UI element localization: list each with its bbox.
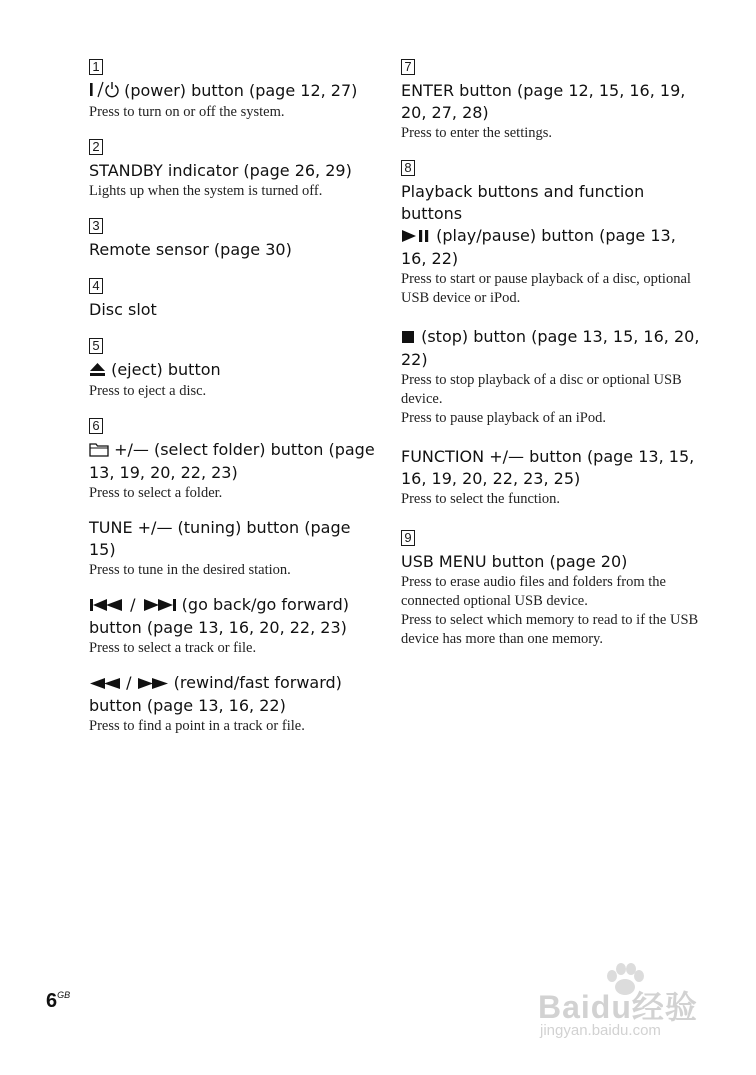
entry-description: Press to start or pause playback of a disc, optional USB device or iPod.: [401, 271, 691, 306]
item-number-box: 6: [89, 418, 103, 434]
sub-entry-stop: [401, 326, 701, 428]
item-number-box: 5: [89, 338, 103, 354]
rewind-icon: [89, 673, 121, 695]
fast-forward-icon: [137, 673, 169, 695]
play-pause-icon: [401, 226, 431, 248]
heading-text: (power) button (page 12, 27): [124, 81, 358, 100]
item-number-box: 4: [89, 278, 103, 294]
sub-entry-rewind: [89, 672, 381, 736]
entry-heading: [401, 225, 701, 270]
entry-heading: STANDBY indicator (page 26, 29): [89, 161, 352, 180]
entry-4: [89, 277, 381, 321]
entry-heading: [89, 359, 381, 382]
entry-7: [401, 58, 701, 143]
sub-entry-function: [401, 446, 701, 509]
entry-description-2: Press to pause playback of an iPod.: [401, 410, 606, 426]
sub-entry-tune: [89, 517, 381, 580]
entry-1: [89, 58, 381, 122]
entry-description: Press to erase audio files and folders from the connected optional USB device.: [401, 574, 666, 609]
entry-description: Press to find a point in a track or file.: [89, 718, 305, 734]
entry-heading: USB MENU button (page 20): [401, 552, 628, 571]
entry-description: Press to select a track or file.: [89, 640, 257, 656]
skip-back-icon: [89, 595, 123, 617]
item-number-box: 9: [401, 530, 415, 546]
entry-heading: [89, 80, 381, 103]
entry-2: [89, 138, 381, 201]
watermark-url: jingyan.baidu.com: [540, 1022, 661, 1039]
stop-icon: [401, 327, 416, 349]
page-number: $6^{GB}$: [46, 990, 71, 1012]
sub-entry-skip: [89, 594, 381, 658]
heading-text: +/— (select folder) button (page 13, 19, 20, 22, 23): [89, 440, 375, 482]
skip-forward-icon: [143, 595, 177, 617]
entry-description: Press to turn on or off the system.: [89, 104, 285, 120]
entry-description: Press to select the function.: [401, 491, 561, 507]
power-icon: [89, 81, 119, 103]
entry-heading: [401, 326, 701, 371]
heading-text: (rewind/fast forward) button (page 13, 16, 22): [89, 673, 342, 715]
entry-description: Lights up when the system is turned off.: [89, 183, 323, 199]
heading-text: (go back/go forward) button (page 13, 16, 20, 22, 23): [89, 595, 349, 637]
item-number-box: 8: [401, 160, 415, 176]
entry-heading: / (rewind/fast forward) button (page 13, 16, 22): [89, 673, 342, 715]
entry-9: [401, 529, 701, 649]
entry-heading: / (go back/go forward) button (page 13, 16, 20, 22, 23): [89, 595, 349, 637]
entry-heading: TUNE +/— (tuning) button (page 15): [89, 518, 351, 559]
entry-5: [89, 337, 381, 401]
entry-heading: Disc slot: [89, 300, 157, 319]
heading-text: (play/pause) button (page 13, 16, 22): [401, 226, 676, 268]
page-suffix: GB: [57, 990, 71, 1000]
watermark: [532, 960, 712, 1050]
entry-heading: [89, 439, 381, 484]
item-number-box: 1: [89, 59, 103, 75]
item-number-box: 3: [89, 218, 103, 234]
sub-entry-play-pause: [401, 225, 701, 308]
watermark-logo: Baidu经验: [538, 989, 698, 1025]
entry-description: Press to enter the settings.: [401, 125, 553, 141]
entry-8: [401, 159, 701, 509]
right-column: [401, 58, 701, 665]
item-number-box: 2: [89, 139, 103, 155]
entry-3: [89, 217, 381, 261]
entry-description: Press to select a folder.: [89, 485, 223, 501]
entry-description-2: Press to select which memory to read to if the USB device has more than one memory.: [401, 612, 699, 647]
heading-text: (eject) button: [111, 360, 221, 379]
entry-heading: Playback buttons and function buttons: [401, 182, 645, 223]
heading-text: (stop) button (page 13, 15, 16, 20, 22): [401, 327, 700, 369]
entry-heading: ENTER button (page 12, 15, 16, 19, 20, 27, 28): [401, 81, 686, 122]
entry-heading: Remote sensor (page 30): [89, 240, 292, 259]
entry-description: Press to stop playback of a disc or optional USB device.: [401, 372, 682, 407]
entry-description: Press to tune in the desired station.: [89, 562, 291, 578]
folder-icon: [89, 440, 109, 462]
item-number-box: 7: [401, 59, 415, 75]
entry-6: [89, 417, 381, 736]
eject-icon: [89, 360, 106, 382]
left-column: [89, 58, 381, 752]
entry-description: Press to eject a disc.: [89, 383, 207, 399]
entry-heading: FUNCTION +/— button (page 13, 15, 16, 19, 20, 22, 23, 25): [401, 447, 695, 488]
